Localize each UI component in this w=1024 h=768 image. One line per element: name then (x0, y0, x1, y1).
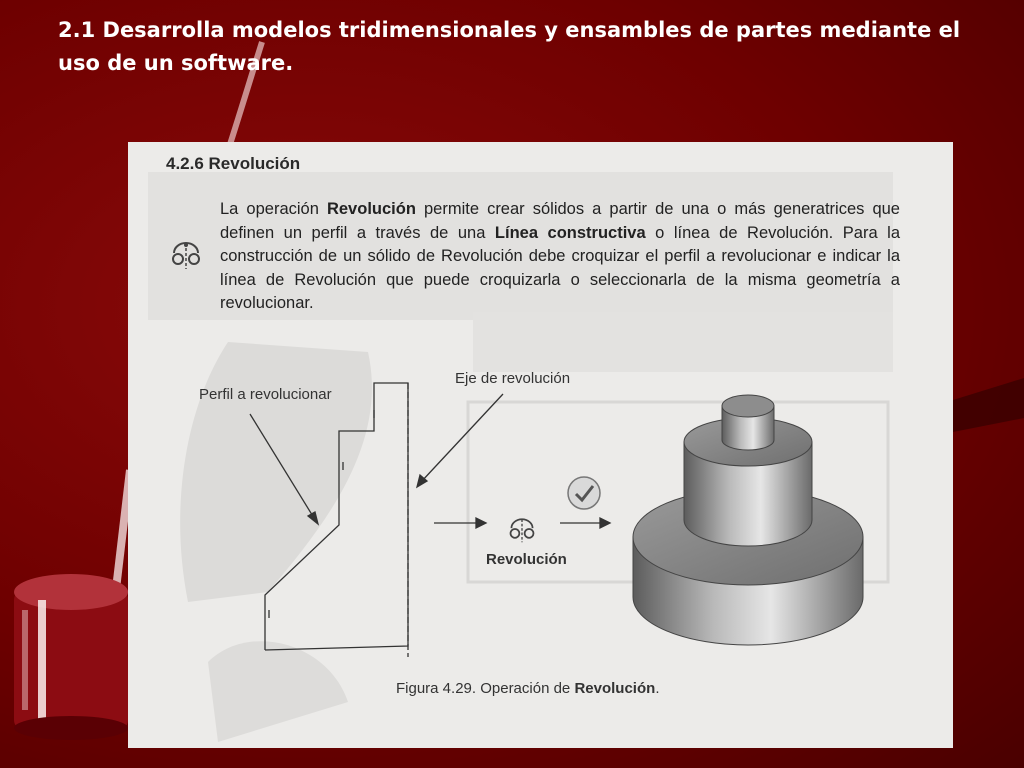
paragraph-text: permite crear sólidos a partir de una o más generatrices que definen un perfil a través de una (220, 200, 900, 242)
paragraph-bold-term: Revolución (326, 200, 416, 218)
checkmark-icon (566, 475, 602, 511)
profile-sketch (265, 383, 408, 657)
axis-callout-arrow (421, 394, 503, 482)
section-heading: 4.2.6 Revolución (166, 154, 301, 173)
arrowhead (476, 518, 486, 528)
light-streak (110, 470, 130, 640)
arrowhead (308, 512, 318, 524)
callout-arrows (250, 394, 610, 528)
operation-label: Revolución (486, 551, 567, 568)
revolved-solid (633, 395, 863, 645)
caption-bold: Revolución (574, 680, 656, 697)
paragraph-text: La operación (220, 200, 327, 218)
paragraph-bold-term: Línea constructiva (494, 223, 646, 242)
caption-end: . (655, 680, 660, 697)
glass-object (14, 574, 128, 740)
profile-outline (265, 383, 408, 650)
scanned-book-page (128, 142, 953, 748)
caption-text: Figura 4.29. Operación de (396, 680, 575, 697)
axis-label: Eje de revolución (455, 370, 571, 387)
revolution-figure (128, 142, 953, 748)
profile-label: Perfil a revolucionar (199, 386, 332, 403)
slide-title: 2.1 Desarrolla modelos tridimensionales y ensambles de partes mediante el uso de un software. (58, 18, 961, 75)
profile-callout-arrow (250, 414, 314, 518)
arrowhead (600, 518, 610, 528)
revolve-icon (506, 514, 538, 544)
paragraph-text: o línea de Revolución. Para la construcción de un sólido de Revolución debe croquizar el perfil a revolucionar e indicar la línea de Revolución que puede croquizarla o seleccionarla de la misma geometría a revolucionar. (220, 223, 900, 312)
dark-band (953, 378, 1024, 432)
figure-caption (396, 680, 659, 697)
